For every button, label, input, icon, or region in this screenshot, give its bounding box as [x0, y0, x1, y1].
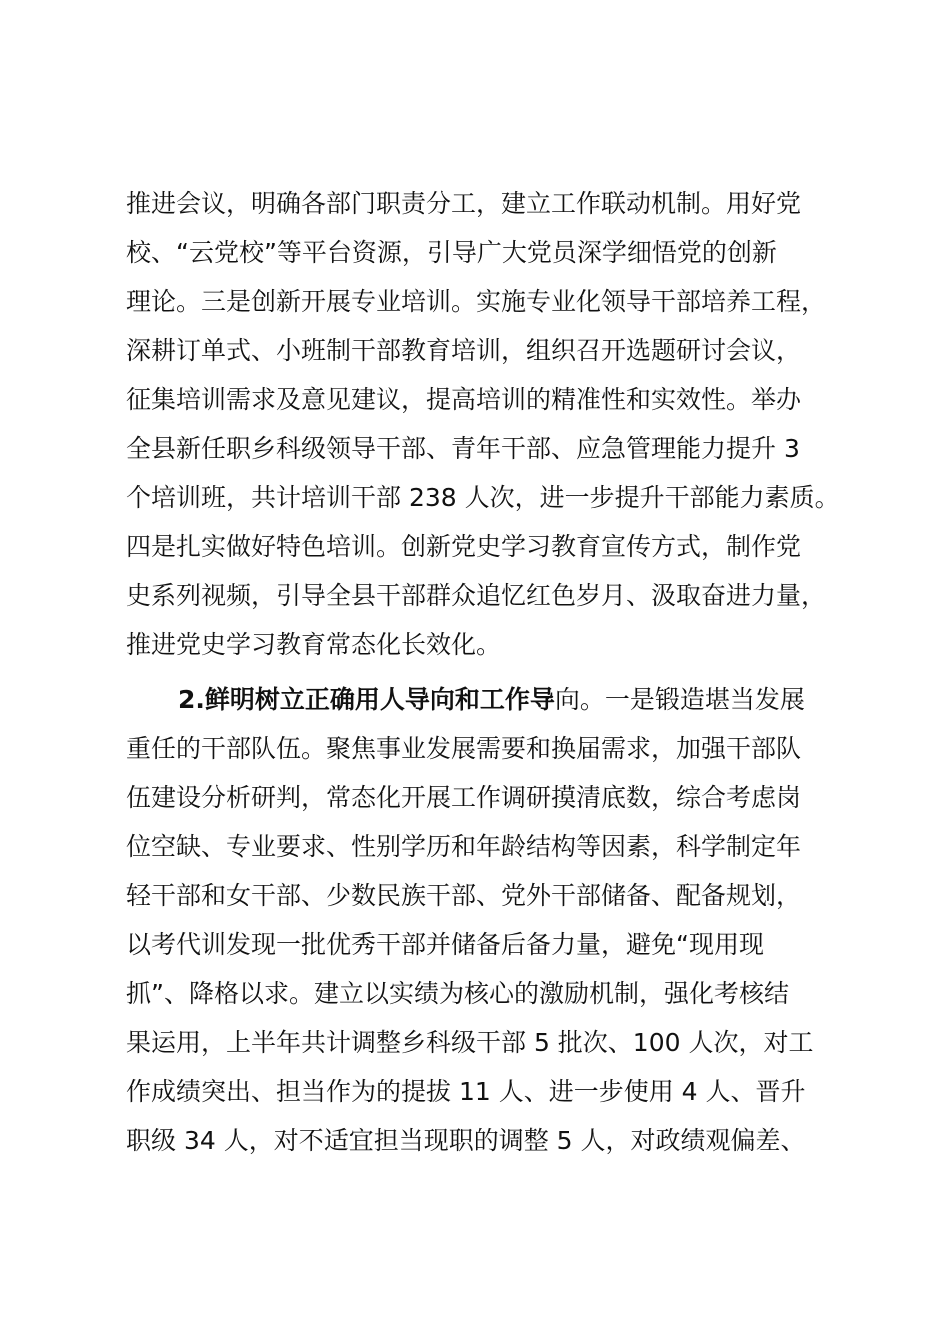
text-line-1: 推进会议，明确各部门职责分工，建立工作联动机制。用好党 [126, 189, 802, 218]
text-line-2: 校、“云党校”等平台资源，引导广大党员深学细悟党的创新 [126, 238, 777, 267]
text-line-6: 全县新任职乡科级领导干部、青年干部、应急管理能力提升 3 [126, 434, 800, 463]
section2-line-8: 作成绩突出、担当作为的提拔 11 人、进一步使用 4 人、晋升 [126, 1077, 806, 1106]
text-line-7: 个培训班，共计培训干部 238 人次，进一步提升干部能力素质。 [126, 483, 840, 512]
section-heading-bold: 2.鲜明树立正确用人导向和工作导 [178, 685, 555, 714]
text-line-8: 四是扎实做好特色培训。创新党史学习教育宣传方式，制作党 [126, 532, 802, 561]
section2-line-4: 轻干部和女干部、少数民族干部、党外干部储备、配备规划， [126, 881, 802, 910]
text-line-5: 征集培训需求及意见建议，提高培训的精准性和实效性。举办 [126, 385, 802, 414]
text-line-10: 推进党史学习教育常态化长效化。 [126, 630, 502, 659]
section2-line-1: 重任的干部队伍。聚焦事业发展需要和换届需求，加强干部队 [126, 734, 802, 763]
section2-line-5: 以考代训发现一批优秀干部并储备后备力量，避免“现用现 [126, 930, 764, 959]
section2-line-2: 伍建设分析研判，常态化开展工作调研摸清底数，综合考虑岗 [126, 783, 802, 812]
section2-line-6: 抓”、降格以求。建立以实绩为核心的激励机制，强化考核结 [126, 979, 789, 1008]
section-heading-rest: 向。一是锻造堪当发展 [554, 685, 805, 714]
text-line-3: 理论。三是创新开展专业培训。实施专业化领导干部培养工程， [126, 287, 827, 316]
section2-line-9: 职级 34 人，对不适宜担当现职的调整 5 人，对政绩观偏差、 [126, 1126, 806, 1155]
text-line-4: 深耕订单式、小班制干部教育培训，组织召开选题研讨会议， [126, 336, 802, 365]
section2-line-3: 位空缺、专业要求、性别学历和年龄结构等因素，科学制定年 [126, 832, 802, 861]
text-line-9: 史系列视频，引导全县干部群众追忆红色岁月、汲取奋进力量， [126, 581, 827, 610]
section-heading-line [178, 676, 805, 724]
section2-line-7: 果运用，上半年共计调整乡科级干部 5 批次、100 人次，对工 [126, 1028, 814, 1057]
